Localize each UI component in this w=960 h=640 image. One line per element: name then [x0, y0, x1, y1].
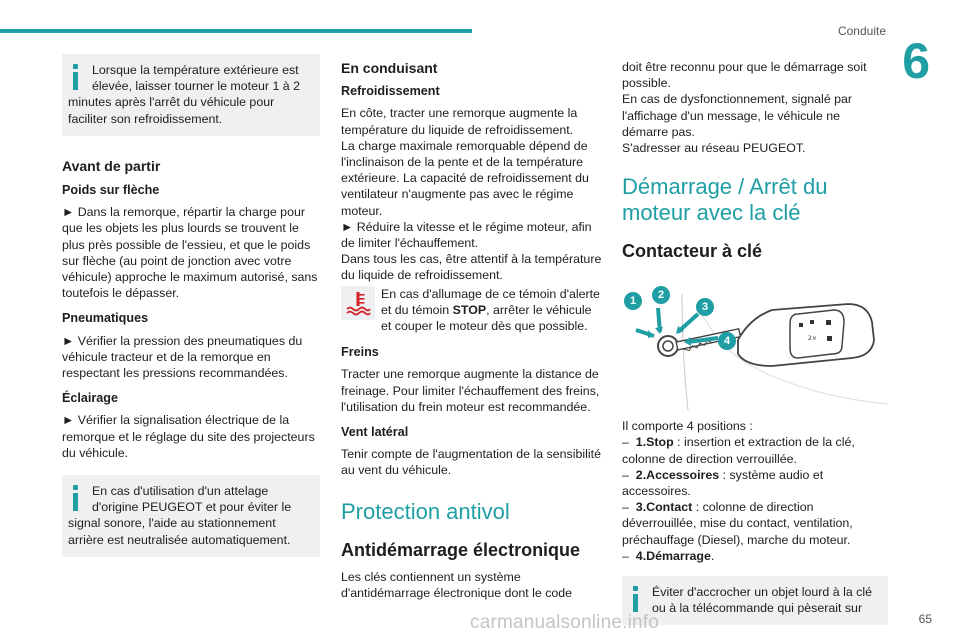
dash: –: [622, 435, 629, 450]
dash: –: [622, 467, 629, 482]
position-1: [622, 434, 888, 466]
paragraph-eclairage: ► Vérifier la signalisation électrique de la remorque et le réglage du site des projecteurs du véhicule.: [62, 413, 315, 460]
paragraph-continuation: doit être reconnu pour que le démarrage soit possible.: [622, 60, 867, 91]
position-4: [622, 548, 888, 564]
paragraph-refroidissement-2: La charge maximale remorquable dépend de l'inclinaison de la pente et de la température extérieure. La capacité de refroidissement du ventilateur n'augmente pas avec le régime moteur.: [341, 138, 589, 218]
header-accent-bar: [0, 29, 472, 33]
heading-protection-antivol: Protection antivol: [341, 498, 510, 524]
warning-text-b: , arrêter le véhicule et couper le moteur dès que possible.: [381, 302, 592, 334]
heading-contacteur-a-cle: Contacteur à clé: [622, 241, 763, 262]
note-text: Lorsque la température extérieure est élevée, laisser tourner le moteur 1 à 2 minutes après l'arrêt du véhicule pour faciliter son refroidissement.: [68, 63, 300, 126]
stop-label: STOP: [452, 302, 487, 317]
position-4-text: .: [710, 548, 715, 563]
position-3-label: 3.Contact: [635, 500, 693, 515]
figure-badge-3: 3: [696, 298, 714, 316]
dash: –: [622, 500, 629, 515]
heading-vent-lateral: Vent latéral: [341, 425, 409, 440]
section-name: Conduite: [837, 24, 886, 38]
heading-en-conduisant: En conduisant: [341, 60, 438, 76]
figure-badge-2: 2: [652, 286, 670, 304]
position-2-label: 2.Accessoires: [635, 467, 720, 482]
heading-poids: Poids sur flèche: [62, 183, 160, 198]
paragraph-positions-intro: Il comporte 4 positions :: [622, 419, 753, 434]
chapter-number: 6: [902, 33, 930, 89]
paragraph-dysfonctionnement: En cas de dysfonctionnement, signalé par l'affichage d'un message, le véhicule ne démarre pas.: [622, 92, 853, 139]
position-3-text: : colonne de direction déverrouillée, mise du contact, ventilation, préchauffage (Diesel), marche du moteur.: [622, 500, 853, 547]
coolant-temperature-warning-icon: [341, 286, 375, 320]
position-4-label: 4.Démarrage: [635, 548, 711, 563]
paragraph-refroidissement-4: Dans tous les cas, être attentif à la température du liquide de refroidissement.: [341, 252, 602, 283]
note-text: En cas d'utilisation d'un attelage d'origine PEUGEOT et pour éviter le signal sonore, l'aide au stationnement arrière est neutralisée automatiquement.: [68, 484, 292, 547]
position-3: [622, 499, 888, 548]
paragraph-vent-lateral: Tenir compte de l'augmentation de la sensibilité au vent du véhicule.: [341, 447, 601, 478]
column-1: [62, 52, 320, 557]
info-icon: [68, 485, 84, 511]
dash: –: [622, 548, 629, 563]
figure-badge-1: 1: [624, 292, 642, 310]
page-number: 65: [918, 612, 932, 626]
paragraph-antidemarrage: Les clés contiennent un système d'antidémarrage électronique dont le code: [341, 569, 573, 600]
paragraph-refroidissement-3: ► Réduire la vitesse et le régime moteur, afin de limiter l'échauffement.: [341, 219, 592, 251]
position-2: [622, 467, 888, 499]
position-1-text: : insertion et extraction de la clé, colonne de direction verrouillée.: [622, 435, 855, 466]
warning-block: [341, 286, 603, 335]
info-note: [62, 54, 320, 136]
heading-eclairage: Éclairage: [62, 391, 119, 406]
heading-antidemarrage: Antidémarrage électronique: [341, 539, 581, 560]
paragraph-freins: Tracter une remorque augmente la distance de freinage. Pour limiter l'échauffement des freins, l'utilisation du frein moteur est recommandée.: [341, 367, 600, 414]
warning-text-a: En cas d'allumage de ce témoin d'alerte et du témoin: [381, 286, 600, 317]
paragraph-pneumatiques: ► Vérifier la pression des pneumatiques du véhicule tracteur et de la remorque en respectant les pressions recommandées.: [62, 333, 303, 381]
column-2: [341, 52, 603, 601]
heading-pneumatiques: Pneumatiques: [62, 311, 149, 326]
heading-demarrage-arret: Démarrage / Arrêt du moteur avec la clé: [622, 174, 828, 226]
ignition-key-figure: [622, 274, 888, 410]
info-icon: [68, 64, 84, 90]
watermark: carmanualsonline.info: [470, 612, 660, 633]
position-1-label: 1.Stop: [635, 435, 674, 450]
info-note: [62, 475, 320, 557]
heading-avant-de-partir: Avant de partir: [62, 157, 161, 174]
svg-text:2×: 2×: [808, 335, 817, 343]
note-text: Éviter d'accrocher un objet lourd à la clé ou à la télécommande qui pèserait sur: [652, 585, 873, 616]
paragraph-adresser: S'adresser au réseau PEUGEOT.: [622, 141, 806, 156]
position-2-text: : système audio et accessoires.: [622, 467, 824, 499]
heading-freins: Freins: [341, 345, 379, 360]
info-icon: [628, 586, 644, 612]
column-3: [622, 52, 888, 625]
figure-badge-4: 4: [718, 332, 736, 350]
info-note: [622, 576, 888, 625]
paragraph-refroidissement-1: En côte, tracter une remorque augmente la température du liquide de refroidissement.: [341, 106, 578, 137]
paragraph-poids: ► Dans la remorque, répartir la charge pour que les objets les plus lourds se trouvent le plus près possible de l'essieu, et que le poids sur flèche (au point de jonction avec votre véhicule) approche le maximum autorisé, sans toutefois le dépasser.: [62, 205, 318, 301]
heading-refroidissement: Refroidissement: [341, 84, 440, 99]
